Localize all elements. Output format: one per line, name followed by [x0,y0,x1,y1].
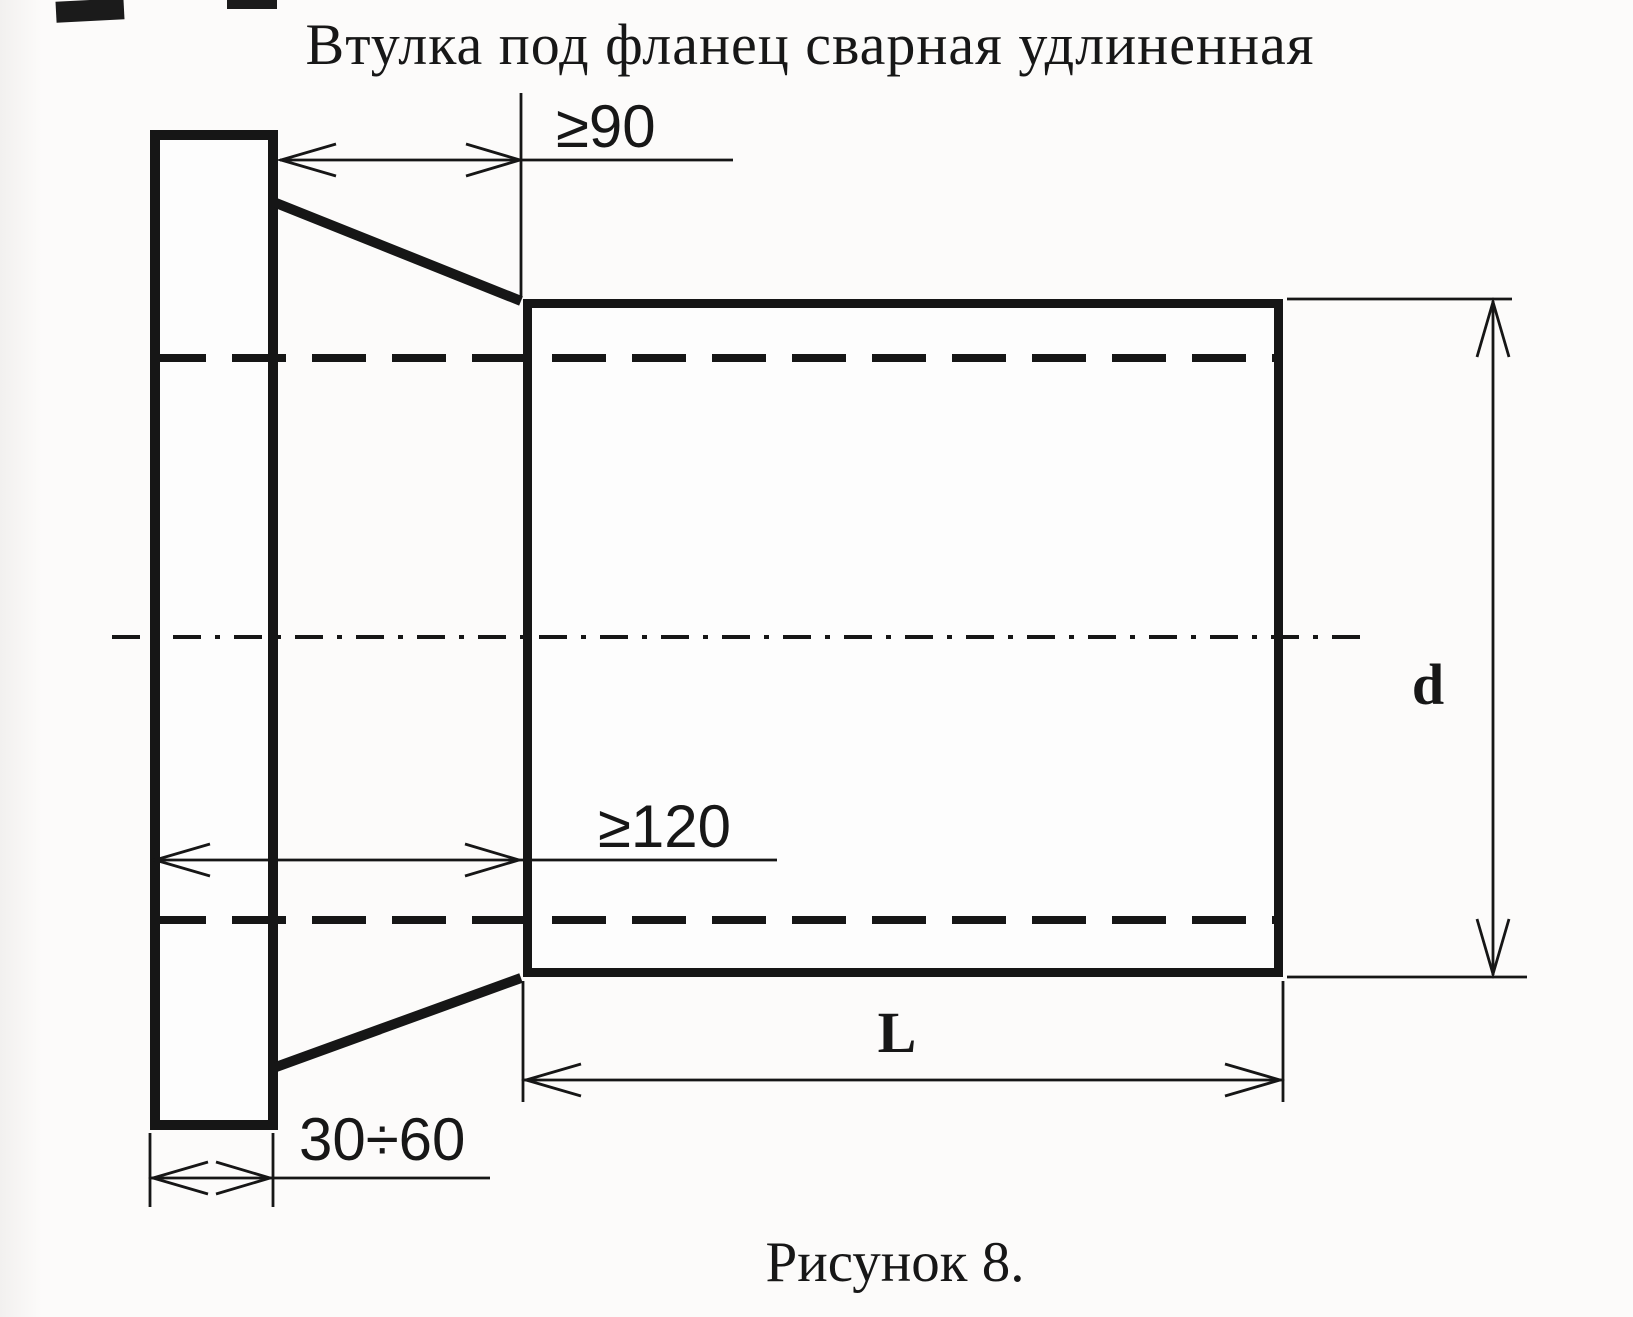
dimension-90-group [280,93,733,297]
dim-label-taper-length: ≥90 [556,93,656,160]
drawing-title: Втулка под фланец сварная удлиненная [305,12,1315,77]
dim-label-pipe-length: L [877,1000,917,1065]
figure-caption: Рисунок 8. [765,1231,1025,1294]
dim-label-neck-total-length: ≥120 [598,793,732,860]
dim-label-flange-thickness: 30÷60 [299,1106,466,1173]
taper-bottom-line [276,978,521,1067]
flange-outline [155,135,273,1125]
dim-label-pipe-diameter: d [1411,652,1445,717]
dimension-d-group [1287,299,1527,977]
taper-top-line [276,203,521,301]
